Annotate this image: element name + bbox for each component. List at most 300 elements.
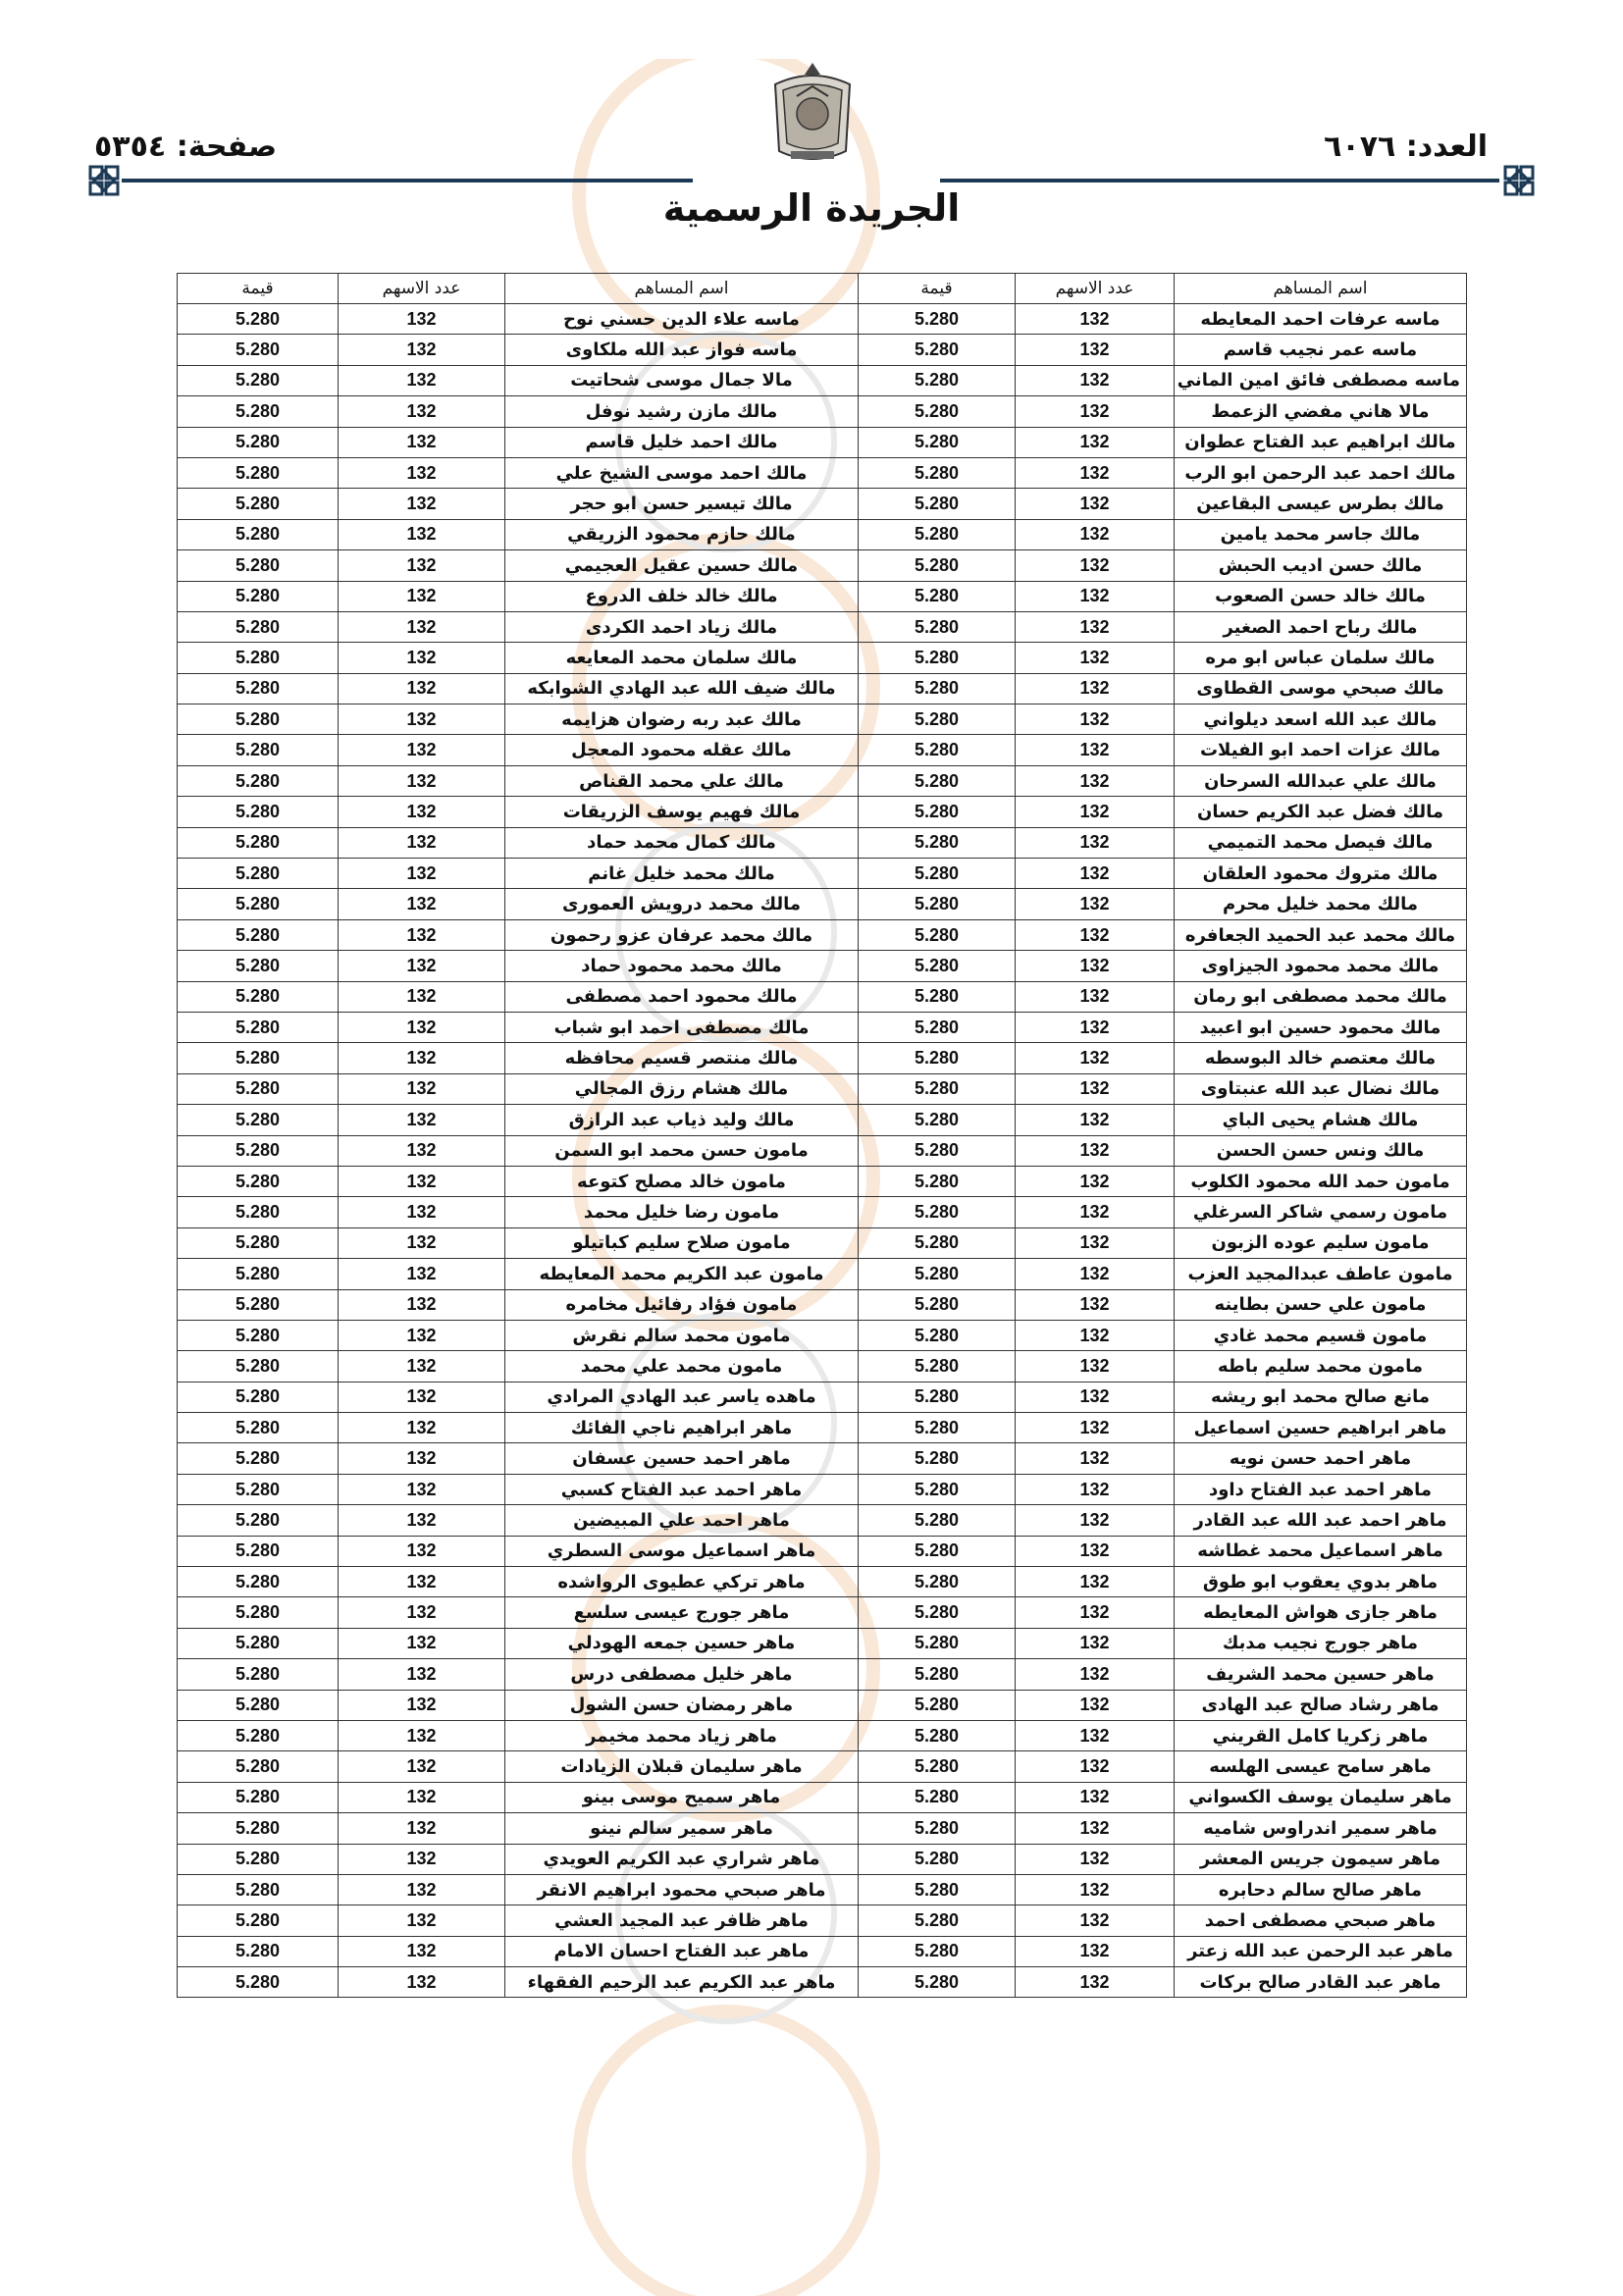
share-value: 5.280 [178,427,339,457]
share-count: 132 [1016,457,1175,488]
shareholder-name: ماسه مصطفى فائق امين الماني [1175,365,1467,395]
shareholder-name: ماهر عبد الفتاح احسان الامام [505,1936,859,1966]
shareholder-name: مالك زياد احمد الكردى [505,611,859,642]
share-value: 5.280 [859,1936,1016,1966]
share-count: 132 [1016,919,1175,950]
shareholder-name: مالك حسين عقيل العجيمي [505,550,859,581]
shareholder-name: مالك مصطفى احمد ابو شباب [505,1012,859,1042]
shareholder-name: مالك منتصر قسيم محافظه [505,1043,859,1073]
shareholder-name: مامون سليم عوده الزبون [1175,1227,1467,1258]
shareholder-name: ماهر جازى هواش المعايطه [1175,1597,1467,1628]
table-row [178,1967,1467,1998]
share-value: 5.280 [178,396,339,427]
table-row [178,1720,1467,1750]
table-row [178,1166,1467,1196]
shareholder-name: مالك وليد ذياب عبد الرازق [505,1105,859,1135]
share-value: 5.280 [859,427,1016,457]
shareholder-name: مالك عبد الله اسعد ديلواني [1175,704,1467,735]
shareholder-name: ماهر جورج عيسى سلسع [505,1597,859,1628]
shareholder-name: مامون حمد الله محمود الكلوب [1175,1166,1467,1196]
share-value: 5.280 [178,1320,339,1350]
table-body [178,304,1467,1998]
share-value: 5.280 [859,643,1016,673]
share-value: 5.280 [178,1259,339,1289]
share-value: 5.280 [859,457,1016,488]
share-value: 5.280 [178,335,339,365]
share-value: 5.280 [178,1105,339,1135]
shareholder-name: ماهر ظافر عبد المجيد العشي [505,1905,859,1936]
column-header-name: اسم المساهم [505,274,859,304]
share-count: 132 [339,1289,505,1320]
shareholder-name: ماسه فواز عبد الله ملكاوى [505,335,859,365]
shareholder-name: مالا هاني مفضي الزعمط [1175,396,1467,427]
shareholder-name: ماهر احمد حسين عسفان [505,1443,859,1474]
share-count: 132 [1016,1936,1175,1966]
share-value: 5.280 [178,1505,339,1536]
share-value: 5.280 [178,1813,339,1844]
table-row [178,919,1467,950]
table-row [178,704,1467,735]
shareholder-name: مامون خالد مصلح كتوعه [505,1166,859,1196]
shareholder-name: مالك عبد ربه رضوان هزايمه [505,704,859,735]
table-row [178,643,1467,673]
share-count: 132 [1016,1135,1175,1166]
table-header-row [178,274,1467,304]
share-count: 132 [339,1628,505,1658]
table-row [178,1782,1467,1812]
share-count: 132 [1016,704,1175,735]
shareholder-name: مالك محمد مصطفى ابو رمان [1175,981,1467,1012]
share-count: 132 [339,1474,505,1504]
share-count: 132 [1016,304,1175,335]
share-value: 5.280 [178,735,339,765]
shareholder-name: ماهر جورج نجيب مدبك [1175,1628,1467,1658]
shareholder-name: مامون رسمي شاكر السرغلي [1175,1197,1467,1227]
share-value: 5.280 [859,1874,1016,1905]
shareholder-name: مامون صلاح سليم كباتيلو [505,1227,859,1258]
table-row [178,1751,1467,1782]
share-value: 5.280 [178,304,339,335]
share-count: 132 [339,1043,505,1073]
share-count: 132 [1016,1289,1175,1320]
share-count: 132 [1016,1844,1175,1874]
shareholder-name: ماهر عبد الكريم عبد الرحيم الفقهاء [505,1967,859,1998]
table-row [178,427,1467,457]
share-value: 5.280 [859,1628,1016,1658]
share-count: 132 [1016,1073,1175,1104]
share-value: 5.280 [859,1659,1016,1690]
share-count: 132 [1016,1012,1175,1042]
share-value: 5.280 [859,1351,1016,1382]
shareholder-name: ماهر سمير سالم نينو [505,1813,859,1844]
share-value: 5.280 [178,1567,339,1597]
table-row [178,1135,1467,1166]
share-count: 132 [339,1320,505,1350]
table-row [178,765,1467,796]
shareholder-name: ماهده ياسر عبد الهادي المرادي [505,1382,859,1412]
share-count: 132 [339,1166,505,1196]
share-value: 5.280 [178,827,339,858]
table-row [178,1874,1467,1905]
share-count: 132 [1016,1320,1175,1350]
share-count: 132 [339,765,505,796]
share-value: 5.280 [178,1012,339,1042]
share-value: 5.280 [178,1597,339,1628]
share-count: 132 [339,1905,505,1936]
shareholder-name: ماهر عبد القادر صالح بركات [1175,1967,1467,1998]
share-value: 5.280 [178,550,339,581]
share-count: 132 [339,827,505,858]
header-rule-right [940,179,1499,183]
column-header-name: اسم المساهم [1175,274,1467,304]
shareholder-name: مالك فضل عبد الكريم حسان [1175,797,1467,827]
shareholder-name: مالك احمد موسى الشيخ علي [505,457,859,488]
table-row [178,735,1467,765]
share-count: 132 [1016,859,1175,889]
share-value: 5.280 [859,489,1016,519]
share-count: 132 [1016,1043,1175,1073]
share-count: 132 [339,1105,505,1135]
table-row [178,1597,1467,1628]
share-count: 132 [339,1782,505,1812]
table-row [178,304,1467,335]
share-count: 132 [339,611,505,642]
table-row [178,1628,1467,1658]
share-count: 132 [339,1874,505,1905]
share-count: 132 [339,396,505,427]
share-value: 5.280 [178,611,339,642]
share-count: 132 [1016,765,1175,796]
table-row [178,489,1467,519]
share-count: 132 [339,919,505,950]
ornament-knot-icon [1501,163,1537,198]
shareholder-name: مالك عقله محمود المعجل [505,735,859,765]
share-count: 132 [339,335,505,365]
share-count: 132 [1016,889,1175,919]
share-count: 132 [339,1505,505,1536]
shareholders-table [177,273,1467,1998]
share-count: 132 [1016,1967,1175,1998]
share-count: 132 [339,1012,505,1042]
table-row [178,981,1467,1012]
table-row [178,519,1467,549]
share-count: 132 [1016,1597,1175,1628]
share-count: 132 [339,673,505,704]
share-value: 5.280 [178,1874,339,1905]
table-row [178,1905,1467,1936]
share-count: 132 [339,1813,505,1844]
table-row [178,1227,1467,1258]
table-row [178,335,1467,365]
share-value: 5.280 [178,1751,339,1782]
share-value: 5.280 [859,859,1016,889]
shareholder-name: مالك محمد خليل محرم [1175,889,1467,919]
shareholder-name: ماهر زكريا كامل القريني [1175,1720,1467,1750]
share-value: 5.280 [859,1443,1016,1474]
share-count: 132 [339,550,505,581]
shareholder-name: ماهر ابراهيم ناجي الفائك [505,1413,859,1443]
share-value: 5.280 [859,1289,1016,1320]
shareholder-name: مالك خالد حسن الصعوب [1175,581,1467,611]
share-count: 132 [1016,1567,1175,1597]
table-row [178,1043,1467,1073]
shareholder-name: مامون رضا خليل محمد [505,1197,859,1227]
shareholder-name: ماهر احمد حسن نويه [1175,1443,1467,1474]
share-value: 5.280 [859,1166,1016,1196]
share-count: 132 [1016,1351,1175,1382]
share-value: 5.280 [178,1135,339,1166]
table-row [178,673,1467,704]
share-value: 5.280 [859,1197,1016,1227]
share-value: 5.280 [859,889,1016,919]
share-count: 132 [339,1936,505,1966]
table-row [178,1413,1467,1443]
share-count: 132 [1016,550,1175,581]
share-count: 132 [1016,1690,1175,1720]
share-count: 132 [339,581,505,611]
table-row [178,1659,1467,1690]
share-value: 5.280 [178,1351,339,1382]
shareholder-name: مالك كمال محمد حماد [505,827,859,858]
shareholder-name: مالك رباح احمد الصغير [1175,611,1467,642]
share-count: 132 [1016,1905,1175,1936]
table-row [178,889,1467,919]
share-value: 5.280 [178,1936,339,1966]
share-count: 132 [339,1659,505,1690]
share-count: 132 [1016,827,1175,858]
column-header-shares: عدد الاسهم [1016,274,1175,304]
share-value: 5.280 [859,1227,1016,1258]
share-count: 132 [339,427,505,457]
share-value: 5.280 [178,1474,339,1504]
table-row [178,1351,1467,1382]
share-count: 132 [339,704,505,735]
share-value: 5.280 [859,1474,1016,1504]
shareholder-name: مالك متروك محمود العلقان [1175,859,1467,889]
shareholder-name: مالك فهيم يوسف الزريقات [505,797,859,827]
table-row [178,396,1467,427]
shareholder-name: مالك حسن اديب الحبش [1175,550,1467,581]
shareholder-name: مامون عبد الكريم محمد المعايطه [505,1259,859,1289]
shareholder-name: ماهر صبحي مصطفى احمد [1175,1905,1467,1936]
share-value: 5.280 [859,550,1016,581]
shareholder-name: مامون علي حسن بطاينه [1175,1289,1467,1320]
shareholder-name: ماهر اسماعيل موسى السطري [505,1536,859,1566]
share-count: 132 [339,1073,505,1104]
share-count: 132 [339,304,505,335]
shareholder-name: ماهر اسماعيل محمد غطاشه [1175,1536,1467,1566]
share-count: 132 [1016,1505,1175,1536]
shareholder-name: مالك مازن رشيد نوفل [505,396,859,427]
shareholder-name: ماهر احمد عبد الفتاح كسبي [505,1474,859,1504]
share-count: 132 [339,1443,505,1474]
table-row [178,1936,1467,1966]
table-row [178,797,1467,827]
share-value: 5.280 [859,919,1016,950]
share-value: 5.280 [859,335,1016,365]
table-row [178,1105,1467,1135]
share-count: 132 [1016,1413,1175,1443]
share-value: 5.280 [178,765,339,796]
shareholder-name: ماهر حسين جمعه الهودلي [505,1628,859,1658]
share-count: 132 [339,1597,505,1628]
shareholder-name: مامون حسن محمد ابو السمن [505,1135,859,1166]
table-row [178,1259,1467,1289]
share-count: 132 [1016,1751,1175,1782]
shareholder-name: مالك بطرس عيسى البقاعين [1175,489,1467,519]
table-row [178,1813,1467,1844]
shareholder-name: مالك محمد عبد الحميد الجعافره [1175,919,1467,950]
table-row [178,1320,1467,1350]
shareholder-name: ماهر رمضان حسن الشول [505,1690,859,1720]
share-value: 5.280 [178,1289,339,1320]
share-count: 132 [1016,951,1175,981]
share-value: 5.280 [178,1382,339,1412]
share-value: 5.280 [178,1536,339,1566]
share-value: 5.280 [859,519,1016,549]
share-value: 5.280 [859,1505,1016,1536]
shareholder-name: مالك جاسر محمد يامين [1175,519,1467,549]
shareholder-name: مالك سلمان عباس ابو مره [1175,643,1467,673]
table-row [178,581,1467,611]
table-row [178,1505,1467,1536]
share-value: 5.280 [859,1259,1016,1289]
share-value: 5.280 [178,1720,339,1750]
shareholder-name: ماهر خليل مصطفى درس [505,1659,859,1690]
table-row [178,1197,1467,1227]
share-count: 132 [1016,797,1175,827]
shareholder-name: ماهر احمد عبد الفتاح داود [1175,1474,1467,1504]
share-value: 5.280 [178,1443,339,1474]
shareholder-name: ماهر سليمان يوسف الكسواني [1175,1782,1467,1812]
share-count: 132 [1016,673,1175,704]
share-count: 132 [339,1351,505,1382]
share-value: 5.280 [178,1659,339,1690]
share-count: 132 [339,1967,505,1998]
shareholder-name: مامون فؤاد رفائيل مخامره [505,1289,859,1320]
share-value: 5.280 [859,365,1016,395]
shareholder-name: ماهر صبحي محمود ابراهيم الانقر [505,1874,859,1905]
share-count: 132 [1016,1813,1175,1844]
share-value: 5.280 [178,919,339,950]
share-value: 5.280 [178,1197,339,1227]
share-count: 132 [339,457,505,488]
share-value: 5.280 [178,797,339,827]
shareholder-name: ماهر ابراهيم حسين اسماعيل [1175,1413,1467,1443]
share-count: 132 [339,365,505,395]
table-row [178,1844,1467,1874]
share-value: 5.280 [178,365,339,395]
share-value: 5.280 [859,1135,1016,1166]
shareholder-name: ماهر بدوي يعقوب ابو طوق [1175,1567,1467,1597]
share-value: 5.280 [178,1413,339,1443]
share-count: 132 [339,643,505,673]
share-value: 5.280 [178,581,339,611]
shareholder-name: مالك محمد خليل غانم [505,859,859,889]
share-value: 5.280 [859,1382,1016,1412]
share-count: 132 [339,981,505,1012]
shareholder-name: مالك خالد خلف الدروع [505,581,859,611]
share-value: 5.280 [178,1166,339,1196]
shareholder-name: مالك محمد محمود حماد [505,951,859,981]
shareholder-name: ماهر تركي عطيوى الرواشده [505,1567,859,1597]
shareholder-name: مالك هشام رزق المجالي [505,1073,859,1104]
shareholder-name: مالك حازم محمود الزريقي [505,519,859,549]
share-value: 5.280 [178,951,339,981]
coat-of-arms-icon [761,57,864,171]
table-row [178,365,1467,395]
share-value: 5.280 [859,1782,1016,1812]
shareholder-name: مالك صبحي موسى القطاوى [1175,673,1467,704]
share-count: 132 [339,1536,505,1566]
share-value: 5.280 [859,1905,1016,1936]
share-value: 5.280 [859,611,1016,642]
shareholder-name: مالك ونس حسن الحسن [1175,1135,1467,1166]
shareholder-name: ماسه عرفات احمد المعايطه [1175,304,1467,335]
share-count: 132 [1016,1874,1175,1905]
shareholder-name: مالك محمد عرفان عزو رحمون [505,919,859,950]
page-header [0,0,1623,265]
share-value: 5.280 [178,1073,339,1104]
share-count: 132 [339,889,505,919]
shareholder-name: ماهر سمير اندراوس شاميه [1175,1813,1467,1844]
shareholder-name: ماهر احمد عبد الله عبد القادر [1175,1505,1467,1536]
table-row [178,1382,1467,1412]
share-value: 5.280 [859,951,1016,981]
shareholder-name: ماهر سامح عيسى الهلسه [1175,1751,1467,1782]
share-value: 5.280 [859,1043,1016,1073]
share-value: 5.280 [859,1690,1016,1720]
shareholder-name: مامون محمد سليم باطه [1175,1351,1467,1382]
shareholder-name: مالك تيسير حسن ابو حجر [505,489,859,519]
share-value: 5.280 [859,1320,1016,1350]
shareholder-name: مالك احمد عبد الرحمن ابو الرب [1175,457,1467,488]
shareholder-name: مالك محمد محمود الجيزاوى [1175,951,1467,981]
share-count: 132 [1016,335,1175,365]
shareholder-name: ماسه عمر نجيب قاسم [1175,335,1467,365]
share-count: 132 [339,1844,505,1874]
share-count: 132 [1016,1536,1175,1566]
share-count: 132 [1016,611,1175,642]
share-count: 132 [339,859,505,889]
shareholder-name: مالا جمال موسى شحاتيت [505,365,859,395]
column-header-shares: عدد الاسهم [339,274,505,304]
share-count: 132 [1016,643,1175,673]
share-count: 132 [1016,581,1175,611]
shareholder-name: ماهر زياد محمد مخيمر [505,1720,859,1750]
share-value: 5.280 [859,765,1016,796]
share-value: 5.280 [859,1413,1016,1443]
shareholder-name: ماهر حسين محمد الشريف [1175,1659,1467,1690]
share-value: 5.280 [178,519,339,549]
share-value: 5.280 [178,1227,339,1258]
table-row [178,550,1467,581]
shareholder-name: ماهر رشاد صالح عبد الهادى [1175,1690,1467,1720]
share-value: 5.280 [178,1628,339,1658]
share-count: 132 [339,951,505,981]
share-count: 132 [1016,981,1175,1012]
share-value: 5.280 [859,1813,1016,1844]
share-value: 5.280 [859,827,1016,858]
share-count: 132 [339,1227,505,1258]
table-row [178,1289,1467,1320]
shareholder-name: مالك محمود احمد مصطفى [505,981,859,1012]
share-count: 132 [339,1259,505,1289]
share-value: 5.280 [859,304,1016,335]
shareholder-name: مالك معتصم خالد البوسطه [1175,1043,1467,1073]
share-value: 5.280 [859,1720,1016,1750]
column-header-value: قيمة [178,274,339,304]
